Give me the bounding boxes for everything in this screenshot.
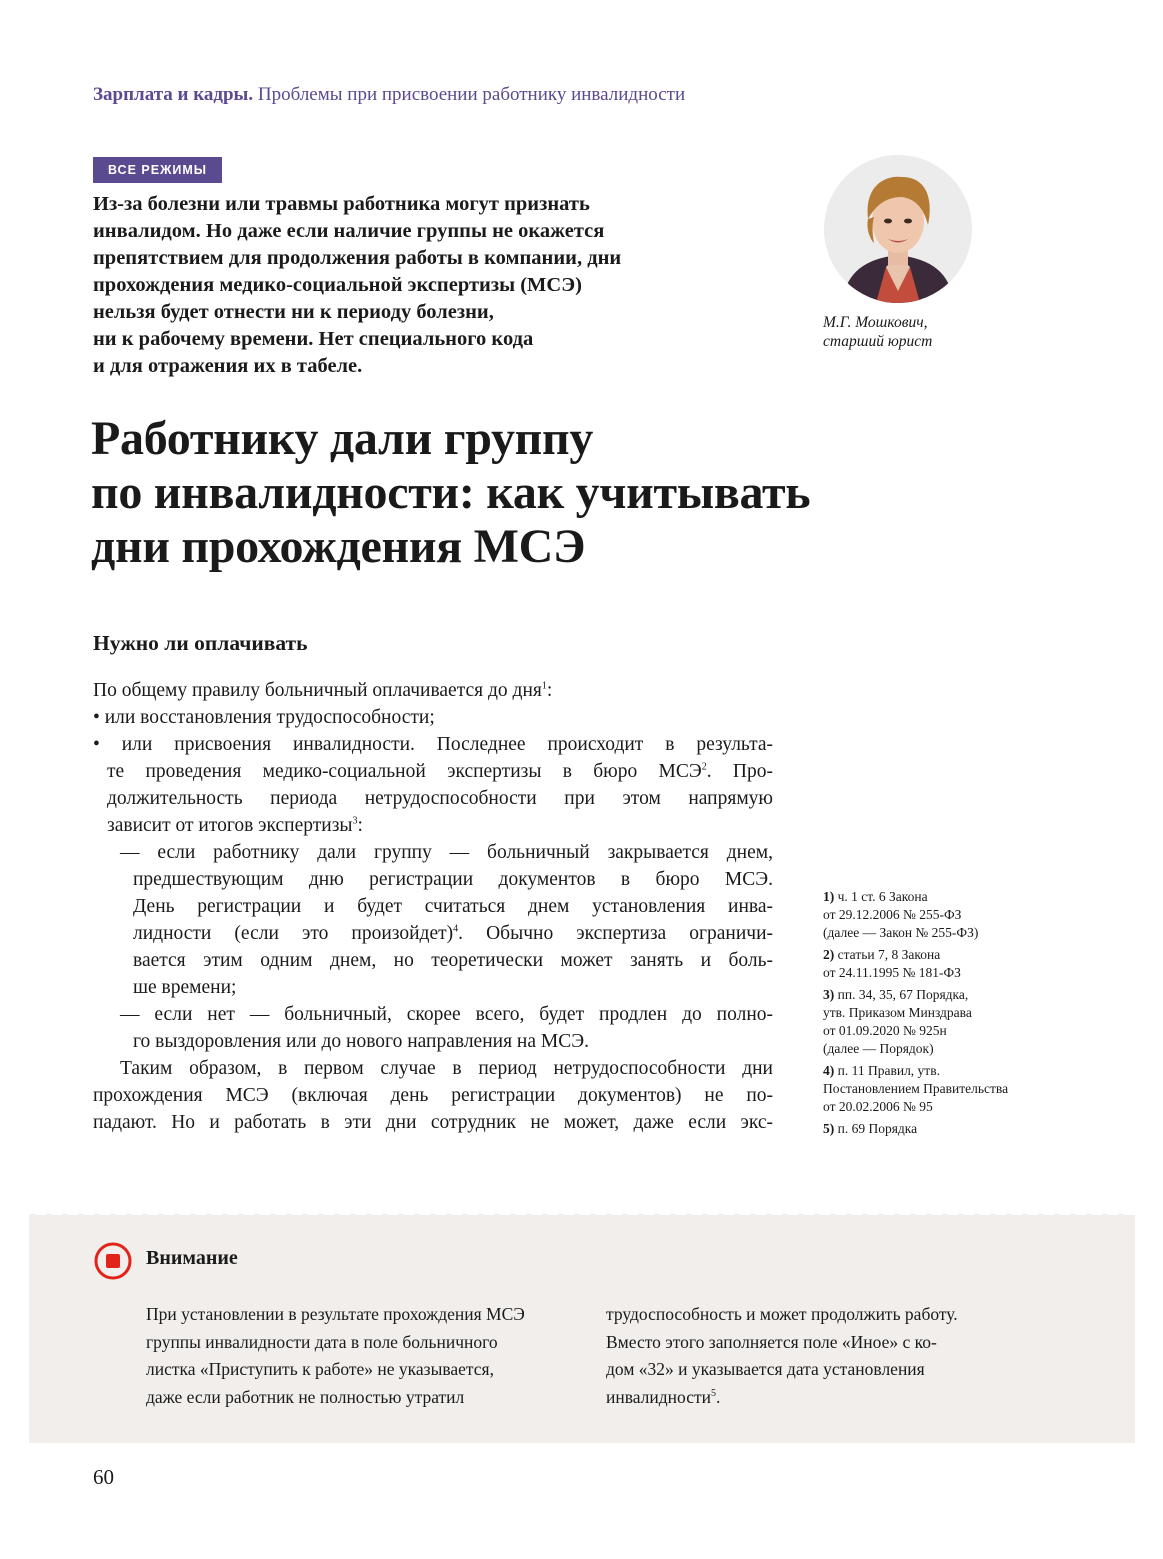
section-heading: Нужно ли оплачивать (93, 631, 308, 655)
page-number: 60 (93, 1465, 114, 1489)
running-head-topic: Проблемы при присвоении работнику инвалидности (257, 84, 686, 105)
footnote-text: пп. 34, 35, 67 Порядка, (837, 987, 969, 1002)
author-caption (823, 313, 932, 351)
body-line: предшествующим дню регистрации документов в бюро МСЭ. (133, 869, 773, 890)
footnote-line: (далее — Порядок) (823, 1041, 934, 1056)
footnote-line (823, 1062, 1063, 1080)
footnote (823, 1120, 1063, 1138)
bullet-item: • или восстановления трудоспособности; (93, 707, 435, 728)
body-line-text: . Обычно экспертиза ограничи- (458, 923, 773, 944)
body-line-text: По общему правилу больничный оплачивается до дня (93, 680, 542, 701)
footnote-text: п. 69 Порядка (837, 1121, 918, 1136)
footnote-line (823, 946, 1063, 964)
lead-line: нельзя будет отнести ни к периоду болезни, (93, 301, 494, 323)
footnote-ref: 1 (541, 680, 547, 692)
attention-line: трудоспособность и может продолжить работу. (606, 1304, 958, 1324)
footnote-number: 3) (823, 987, 835, 1002)
dash-item: — если работнику дали группу — больничный закрывается днем, (120, 842, 773, 863)
footnote-line: от 29.12.2006 № 255-ФЗ (823, 907, 962, 922)
body-line: вается этим одним днем, но теоретически может занять и боль- (133, 950, 773, 971)
body-line: должительность периода нетрудоспособности при этом напрямую (107, 788, 773, 809)
body-line: ше времени; (133, 977, 237, 998)
body-line-text: зависит от итогов экспертизы (107, 815, 353, 836)
footnote-line: от 20.02.2006 № 95 (823, 1099, 933, 1114)
body-line (93, 677, 773, 704)
attention-line: группы инвалидности дата в поле больничного (146, 1331, 498, 1352)
footnote-ref: 3 (352, 815, 358, 827)
lead-line: и для отражения их в табеле. (93, 355, 363, 377)
attention-line (606, 1384, 958, 1412)
body-line (93, 920, 773, 947)
attention-line: листка «Приступить к работе» не указывается, (146, 1359, 494, 1379)
footnote-ref: 4 (453, 923, 459, 935)
body-line-text: : (546, 680, 553, 701)
author-portrait-illustration (824, 155, 972, 303)
attention-column-left (146, 1301, 525, 1411)
author-photo (824, 155, 972, 303)
dash-item: — если нет — больничный, скорее всего, будет продлен до полно- (120, 1004, 773, 1025)
footnote-line: от 24.11.1995 № 181-ФЗ (823, 965, 961, 980)
title-line: Работнику дали группу (91, 412, 594, 465)
lead-line: препятствием для продолжения работы в компании, дни (93, 247, 622, 269)
attention-line-text: инвалидности (606, 1386, 712, 1407)
article-title (91, 412, 1051, 574)
body-line-text: . Про- (706, 761, 773, 782)
attention-line: При установлении в результате прохождения МСЭ (146, 1304, 525, 1324)
footnote-line (823, 888, 1063, 906)
footnote-ref: 2 (701, 761, 707, 773)
attention-line-text: . (716, 1386, 721, 1407)
lead-line: ни к рабочему времени. Нет специального кода (93, 328, 534, 350)
body-text (93, 677, 773, 1136)
footnote (823, 946, 1063, 982)
footnote-number: 2) (823, 947, 835, 962)
footnote-number: 4) (823, 1063, 835, 1078)
footnotes (823, 888, 1063, 1142)
author-name: М.Г. Мошкович, (823, 314, 928, 331)
footnote-text: статьи 7, 8 Закона (837, 947, 941, 962)
footnote (823, 1062, 1063, 1116)
body-line: падают. Но и работать в эти дни сотрудник не может, даже если экс- (93, 1112, 773, 1133)
footnote-number: 1) (823, 889, 835, 904)
footnote (823, 986, 1063, 1058)
attention-line: Вместо этого заполняется поле «Иное» с ко- (606, 1331, 937, 1352)
body-line-text: лидности (если это произойдет) (133, 923, 454, 944)
footnote-line: Постановлением Правительства (823, 1081, 1009, 1096)
body-line: День регистрации и будет считаться днем установления инва- (133, 896, 773, 917)
wavy-edge (29, 1212, 1135, 1218)
footnote-ref: 5 (711, 1387, 717, 1399)
attention-line: даже если работник не полностью утратил (146, 1386, 465, 1407)
body-line-text: те проведения медико-социальной экспертизы в бюро МСЭ (107, 761, 702, 782)
bullet-item: • или присвоения инвалидности. Последнее происходит в результа- (93, 734, 773, 755)
lead-line: инвалидом. Но даже если наличие группы не окажется (93, 220, 605, 242)
footnote-line: утв. Приказом Минздрава (823, 1005, 972, 1020)
author-position: старший юрист (823, 333, 933, 350)
title-line: дни прохождения МСЭ (91, 520, 586, 573)
attention-title: Внимание (146, 1247, 238, 1269)
body-line-text: : (357, 815, 363, 836)
title-line: по инвалидности: как учитывать (91, 466, 811, 519)
body-line: прохождения МСЭ (включая день регистрации документов) не по- (93, 1085, 773, 1106)
footnote-line: (далее — Закон № 255-ФЗ) (823, 925, 979, 940)
body-line: го выздоровления или до нового направления на МСЭ. (133, 1031, 589, 1052)
stop-warning-icon (94, 1242, 132, 1280)
footnote-line: от 01.09.2020 № 925н (823, 1023, 947, 1038)
footnote-line (823, 1120, 1063, 1138)
running-head (93, 84, 685, 106)
attention-column-right (606, 1301, 958, 1411)
lead-paragraph (93, 191, 793, 380)
footnote (823, 888, 1063, 942)
regime-tag: ВСЕ РЕЖИМЫ (93, 157, 222, 183)
body-line (93, 812, 773, 839)
footnote-number: 5) (823, 1121, 835, 1136)
footnote-line (823, 986, 1063, 1004)
body-line (93, 758, 773, 785)
running-head-section: Зарплата и кадры. (93, 84, 254, 105)
lead-line: Из-за болезни или травмы работника могут признать (93, 193, 590, 215)
footnote-text: п. 11 Правил, утв. (837, 1063, 940, 1078)
lead-line: прохождения медико-социальной экспертизы (МСЭ) (93, 274, 582, 296)
attention-line: дом «32» и указывается дата установления (606, 1359, 925, 1379)
body-line: Таким образом, в первом случае в период нетрудоспособности дни (120, 1058, 773, 1079)
footnote-text: ч. 1 ст. 6 Закона (837, 889, 928, 904)
